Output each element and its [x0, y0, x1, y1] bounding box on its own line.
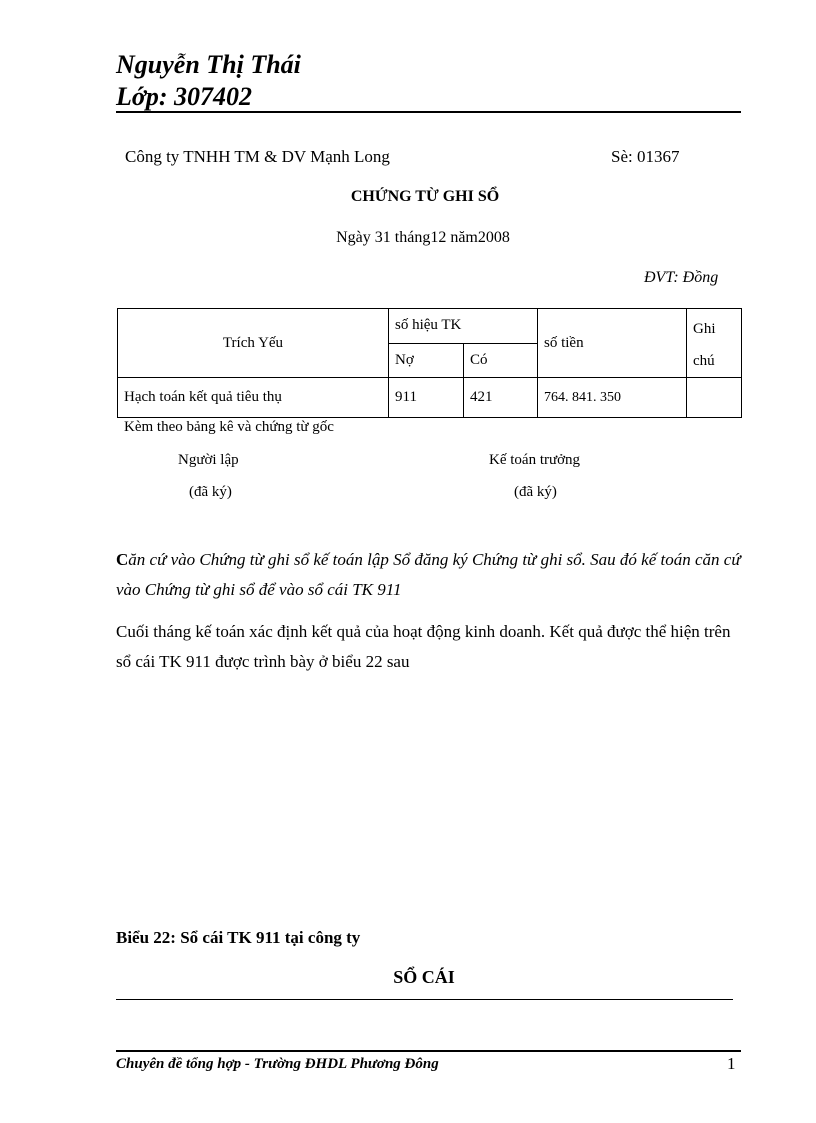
row-credit: 421 — [464, 378, 538, 418]
voucher-title: CHỨNG TỪ GHI SỔ — [350, 188, 500, 205]
voucher-table — [117, 308, 742, 418]
header-divider — [116, 111, 741, 113]
ledger-title: SỔ CÁI — [393, 967, 455, 987]
paragraph-1-text: ăn cứ vào Chứng từ ghi sổ kế toán lập Sổ đăng ký Chứng từ ghi sổ. Sau đó kế toán căn cứ vào Chứng từ ghi sổ để vào sổ cái TK 911 — [116, 550, 741, 599]
header-amount: số tiền — [538, 309, 687, 378]
row-summary: Hạch toán kết quả tiêu thụ — [118, 378, 389, 418]
row-amount: 764. 841. 350 — [538, 378, 687, 418]
chief-accountant-signature: (đã ký) — [514, 484, 557, 500]
class-label: Lớp: 307402 — [116, 82, 252, 111]
footer-divider — [116, 1050, 741, 1052]
row-debit: 911 — [389, 378, 464, 418]
paragraph-1 — [116, 545, 746, 605]
figure-caption: Biểu 22: Sổ cái TK 911 tại công ty — [116, 928, 361, 947]
voucher-date: Ngày 31 tháng12 năm2008 — [336, 229, 510, 246]
table-row — [118, 378, 742, 418]
paragraph-1-lead: C — [116, 550, 129, 569]
attachment-note: Kèm theo bảng kê và chứng từ gốc — [124, 419, 334, 435]
currency-unit: ĐVT: Đồng — [644, 269, 719, 286]
company-name: Công ty TNHH TM & DV Mạnh Long — [125, 147, 390, 166]
maker-label: Người lập — [178, 452, 239, 468]
ledger-divider — [116, 999, 733, 1000]
footer-text: Chuyên đề tổng hợp - Trường ĐHDL Phương Đông — [116, 1056, 439, 1072]
paragraph-2: Cuối tháng kế toán xác định kết quả của hoạt động kinh doanh. Kết quả được thể hiện trên sổ cái TK 911 được trình bày ở biểu 22 sau — [116, 622, 731, 671]
header-account: số hiệu TK — [389, 309, 538, 344]
page-number: 1 — [727, 1054, 736, 1073]
header-debit: Nợ — [389, 343, 464, 378]
chief-accountant-label: Kế toán trưởng — [489, 452, 581, 468]
voucher-serial: Sè: 01367 — [611, 147, 680, 166]
author-name: Nguyễn Thị Thái — [116, 50, 301, 79]
header-note: Ghi chú — [687, 309, 742, 378]
maker-signature: (đã ký) — [189, 484, 232, 500]
header-summary: Trích Yếu — [118, 309, 389, 378]
row-note — [687, 378, 742, 418]
header-credit: Có — [464, 343, 538, 378]
